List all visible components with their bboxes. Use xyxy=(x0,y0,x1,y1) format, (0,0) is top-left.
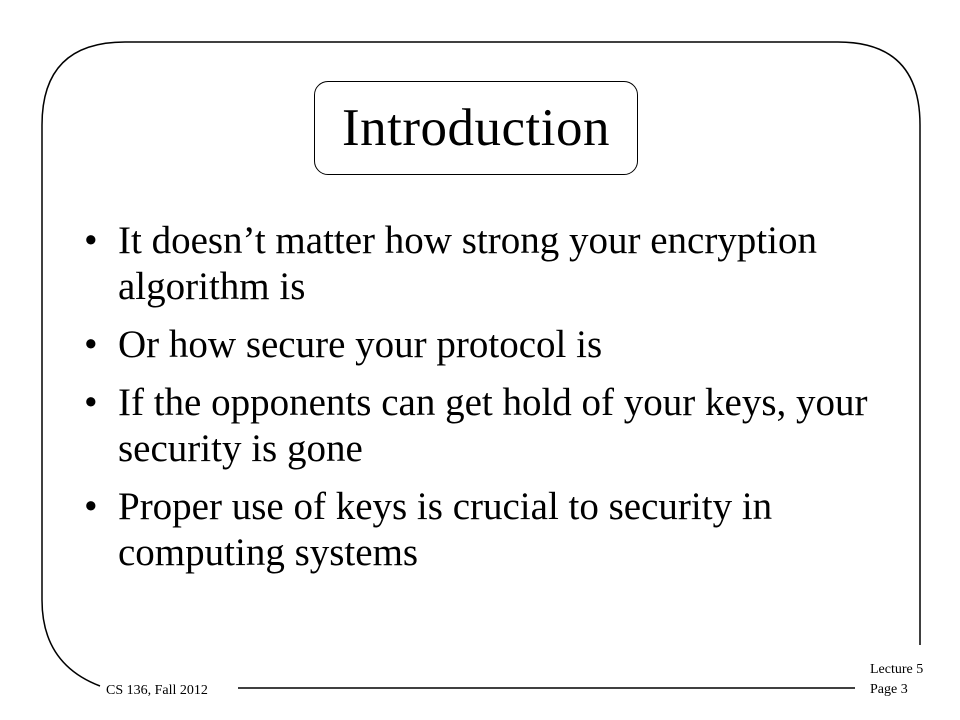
bullet-text: It doesn’t matter how strong your encryption algorithm is xyxy=(118,219,817,308)
bullet-text: Proper use of keys is crucial to security in computing systems xyxy=(118,485,773,574)
bullet-item xyxy=(84,380,874,472)
slide-title: Introduction xyxy=(342,98,610,157)
bullet-item xyxy=(84,484,874,576)
bullet-text: If the opponents can get hold of your keys, your security is gone xyxy=(118,381,868,470)
footer-lecture: Lecture 5 xyxy=(870,662,924,677)
bullet-item xyxy=(84,218,874,310)
bullet-dot-icon: • xyxy=(84,485,98,528)
bullet-dot-icon: • xyxy=(84,381,98,424)
footer-page: Page 3 xyxy=(870,682,908,697)
footer-lecture-page xyxy=(870,660,923,700)
bullet-text: Or how secure your protocol is xyxy=(118,323,603,366)
footer-course: CS 136, Fall 2012 xyxy=(106,683,208,698)
bullet-dot-icon: • xyxy=(84,323,98,366)
title-box xyxy=(314,81,638,175)
bullet-dot-icon: • xyxy=(84,219,98,262)
bullet-item xyxy=(84,322,874,368)
bullet-list xyxy=(84,218,874,588)
